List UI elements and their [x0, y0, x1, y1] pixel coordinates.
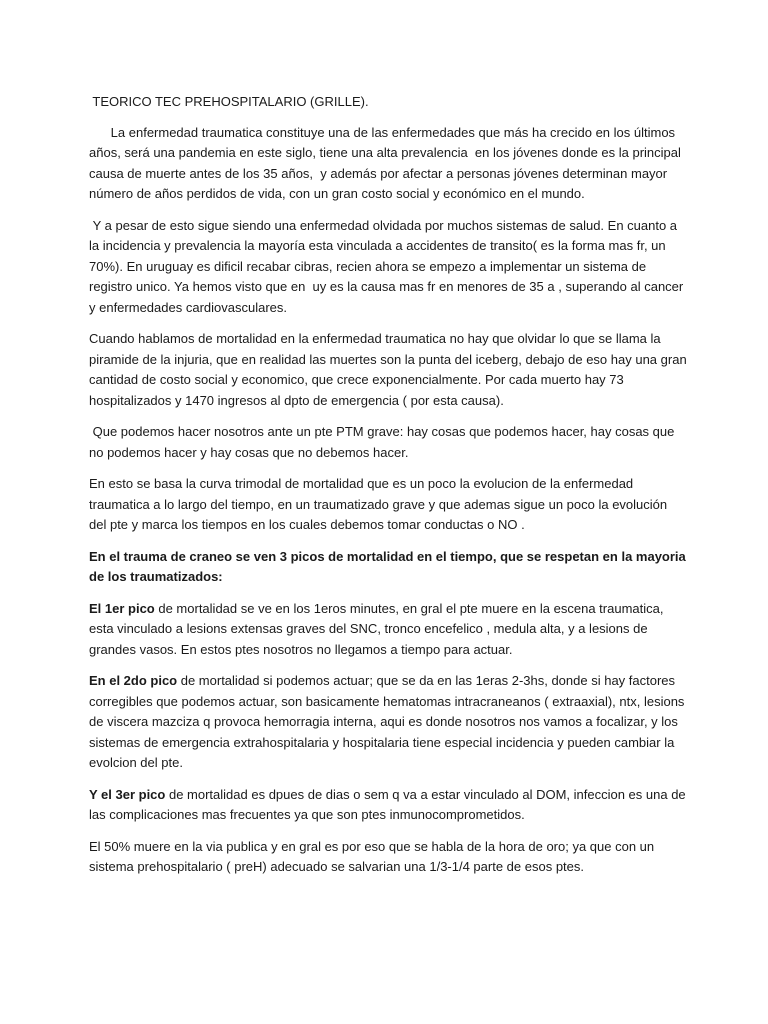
paragraph-what-to-do: Que podemos hacer nosotros ante un pte PTM grave: hay cosas que podemos hacer, hay cosas que no podemos hacer y hay cosas que no debemos hacer. [89, 424, 678, 460]
second-peak-label: En el 2do pico [89, 673, 178, 688]
paragraph-trimodal-curve: En esto se basa la curva trimodal de mortalidad que es un poco la evolucion de la enfermedad traumatica a lo largo del tiempo, en un traumatizado grave y que ademas sigue un poco la evolución del pte y marca los tiempos en los cuales debemos tomar conductas o NO . [89, 476, 668, 532]
document-title: TEORICO TEC PREHOSPITALARIO (GRILLE). [89, 94, 369, 109]
third-peak-label: Y el 3er pico [89, 786, 166, 802]
document-body [89, 92, 687, 889]
paragraph-third-peak [89, 785, 687, 826]
third-peak-text: de mortalidad es dpues de dias o sem q va a estar vinculado al DOM, infeccion es una de las complicaciones mas frecuentes ya que son ptes inmunocomprometidos. [89, 786, 686, 822]
paragraph-mortality-pyramid: Cuando hablamos de mortalidad en la enfermedad traumatica no hay que olvidar lo que se llama la piramide de la injuria, que en realidad las muertes son la punta del iceberg, debajo de eso hay una gran cantidad de costo social y economico, que crece exponencialmente. Por cada muerto hay 73 hospitalizados y 1470 ingresos al dpto de emergencia ( por esta causa). [89, 331, 687, 408]
second-peak-text: de mortalidad si podemos actuar; que se da en las 1eras 2-3hs, donde si hay factores corregibles que podemos actuar, son basicamente hematomas intracraneanos ( extraaxial), ntx, lesions de viscera mazciza q provoca hemorragia interna, aqui es donde nosotros nos vamos a focalizar, y los sistemas de emergencia extrahospitalaria y hospitalaria tiene especial incidencia y pueden cambiar la evolcion del pte. [89, 673, 685, 770]
paragraph-intro: La enfermedad traumatica constituye una de las enfermedades que más ha crecido en los últimos años, será una pandemia en este siglo, tiene una alta prevalencia en los jóvenes donde es la principal causa de muerte antes de los 35 años, y además por afectar a personas jóvenes determinan mayor número de años perdidos de vida, con un gran costo social y económico en el mundo. [89, 124, 685, 201]
paragraph-second-peak [89, 671, 687, 774]
first-peak-label: El 1er pico [89, 600, 155, 616]
paragraph-first-peak [89, 599, 687, 661]
paragraph-three-peaks-heading: En el trauma de craneo se ven 3 picos de mortalidad en el tiempo, que se respetan en la mayoria de los traumatizados: [89, 548, 686, 584]
first-peak-text: de mortalidad se ve en los 1eros minutes, en gral el pte muere en la escena traumatica, esta vinculado a lesions extensas graves del SNC, tronco encefelico , medula alta, y a lesions de grandes vasos. En estos ptes nosotros no llegamos a tiempo para actuar. [89, 600, 664, 657]
paragraph-prevalence: Y a pesar de esto sigue siendo una enfermedad olvidada por muchos sistemas de salud. En cuanto a la incidencia y prevalencia la mayoría esta vinculada a accidentes de transito( es la forma mas fr, un 70%). En uruguay es dificil recabar cibras, recien ahora se empezo a implementar un sistema de registro unico. Ya hemos visto que en uy es la causa mas fr en menores de 35 a , superando al cancer y enfermedades cardiovasculares. [89, 217, 687, 315]
paragraph-golden-hour: El 50% muere en la via publica y en gral es por eso que se habla de la hora de oro; ya que con un sistema prehospitalario ( preH) adecuado se salvarian una 1/3-1/4 parte de esos ptes. [89, 838, 655, 874]
